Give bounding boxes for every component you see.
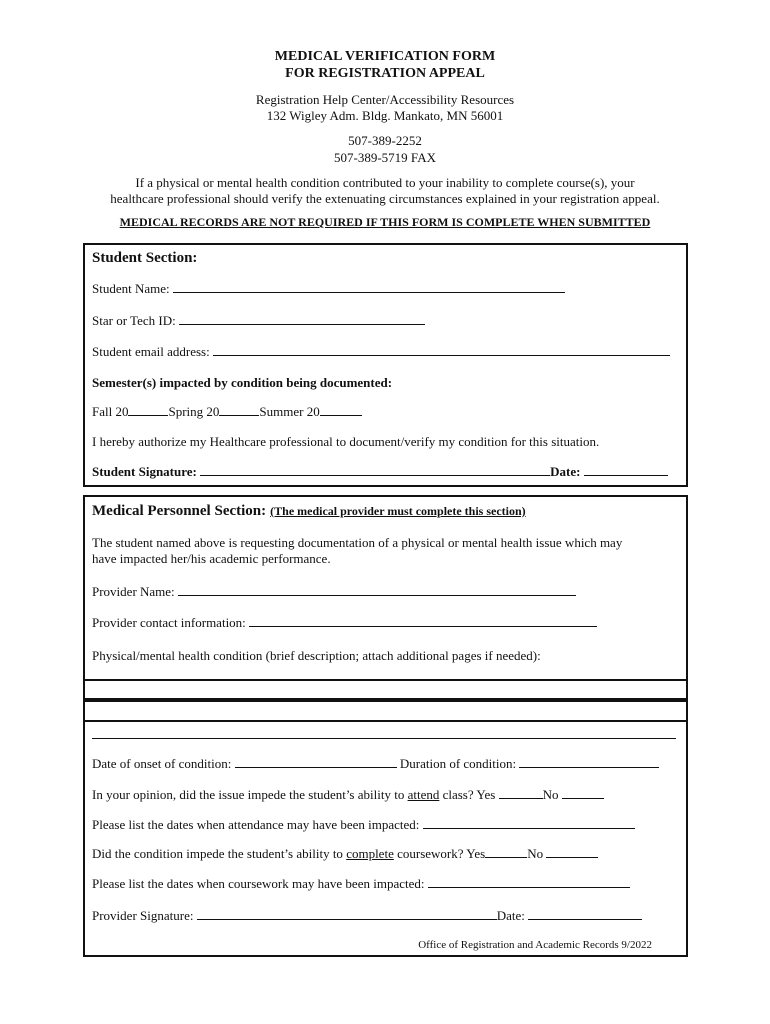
attend-yes-field[interactable] xyxy=(499,787,543,799)
student-section-title: Student Section: xyxy=(92,250,198,266)
medical-section-title: Medical Personnel Section: xyxy=(92,503,267,519)
form-title-line1: MEDICAL VERIFICATION FORM xyxy=(274,49,496,64)
student-signature-field[interactable] xyxy=(200,464,550,476)
medical-desc-line1: The student named above is requesting documentation of a physical or mental health issue which may xyxy=(92,535,623,550)
authorize-text: I hereby authorize my Healthcare professional to document/verify my condition for this situation. xyxy=(92,434,600,449)
student-name-row xyxy=(92,281,565,297)
student-email-row xyxy=(92,344,670,360)
attend-dates-field[interactable] xyxy=(423,817,635,829)
attend-dates-row xyxy=(92,817,635,833)
student-email-field[interactable] xyxy=(213,344,670,356)
office-address: 132 Wigley Adm. Bldg. Mankato, MN 56001 xyxy=(266,108,504,123)
condition-line-3[interactable] xyxy=(92,738,676,739)
complete-no-field[interactable] xyxy=(546,846,598,858)
medical-section xyxy=(83,495,688,957)
coursework-dates-field[interactable] xyxy=(428,876,630,888)
phone-number: 507-389-2252 xyxy=(348,133,422,148)
condition-label: Physical/mental health condition (brief description; attach additional pages if needed): xyxy=(92,648,541,663)
complete-no-label: No xyxy=(527,846,544,861)
condition-field-2[interactable] xyxy=(83,700,688,722)
provider-name-field[interactable] xyxy=(178,584,576,596)
student-id-field[interactable] xyxy=(179,313,425,325)
student-email-label: Student email address: xyxy=(92,344,210,359)
provider-name-row xyxy=(92,584,576,600)
condition-field-1[interactable] xyxy=(83,679,688,700)
intro-line2: healthcare professional should verify the extenuating circumstances explained in your registration appeal. xyxy=(110,191,660,206)
student-id-row xyxy=(92,313,425,329)
attend-question-pre: In your opinion, did the issue impede the student’s ability to xyxy=(92,787,405,802)
complete-question-word: complete xyxy=(346,846,394,861)
coursework-dates-row xyxy=(92,876,630,892)
student-section xyxy=(83,243,688,487)
attend-dates-label: Please list the dates when attendance may have been impacted: xyxy=(92,817,420,832)
onset-label: Date of onset of condition: xyxy=(92,756,232,771)
semester-heading: Semester(s) impacted by condition being documented: xyxy=(92,375,393,390)
complete-question-pre: Did the condition impede the student’s ability to xyxy=(92,846,343,861)
provider-signature-label: Provider Signature: xyxy=(92,908,194,923)
student-signature-label: Student Signature: xyxy=(92,464,197,479)
attend-no-label: No xyxy=(542,787,559,802)
complete-question-row xyxy=(92,846,598,862)
student-name-label: Student Name: xyxy=(92,281,170,296)
medical-section-note: (The medical provider must complete this section) xyxy=(270,504,526,518)
student-id-label: Star or Tech ID: xyxy=(92,313,176,328)
duration-field[interactable] xyxy=(519,756,659,768)
onset-field[interactable] xyxy=(235,756,397,768)
provider-contact-label: Provider contact information: xyxy=(92,615,246,630)
office-name: Registration Help Center/Accessibility Resources xyxy=(255,92,515,107)
form-title-line2: FOR REGISTRATION APPEAL xyxy=(285,66,485,81)
footer-text: Office of Registration and Academic Records 9/2022 xyxy=(418,939,652,951)
student-date-label: Date: xyxy=(550,464,581,479)
attend-no-field[interactable] xyxy=(562,787,604,799)
summer-label: Summer 20 xyxy=(259,404,320,419)
student-signature-row xyxy=(92,464,668,480)
fall-year-field[interactable] xyxy=(128,404,168,416)
spring-label: Spring 20 xyxy=(168,404,220,419)
medical-desc-line2: have impacted her/his academic performance. xyxy=(92,551,331,566)
provider-contact-field[interactable] xyxy=(249,615,597,627)
complete-yes-field[interactable] xyxy=(485,846,527,858)
onset-row xyxy=(92,756,659,772)
semester-row xyxy=(92,404,362,420)
attend-question-word: attend xyxy=(407,787,440,802)
provider-signature-row xyxy=(92,908,642,924)
duration-label: Duration of condition: xyxy=(399,756,517,771)
fax-number: 507-389-5719 FAX xyxy=(334,150,436,165)
coursework-dates-label: Please list the dates when coursework may have been impacted: xyxy=(92,876,425,891)
intro-line1: If a physical or mental health condition contributed to your inability to complete course(s), your xyxy=(135,175,635,190)
spring-year-field[interactable] xyxy=(219,404,259,416)
provider-name-label: Provider Name: xyxy=(92,584,175,599)
student-name-field[interactable] xyxy=(173,281,565,293)
provider-contact-row xyxy=(92,615,597,631)
attend-question-post: class? Yes xyxy=(442,787,496,802)
medical-section-header xyxy=(92,502,526,520)
fall-label: Fall 20 xyxy=(92,404,129,419)
complete-question-post: coursework? Yes xyxy=(397,846,486,861)
records-notice: MEDICAL RECORDS ARE NOT REQUIRED IF THIS FORM IS COMPLETE WHEN SUBMITTED xyxy=(119,215,651,229)
summer-year-field[interactable] xyxy=(320,404,362,416)
provider-signature-field[interactable] xyxy=(197,908,497,920)
student-date-field[interactable] xyxy=(584,464,668,476)
provider-date-field[interactable] xyxy=(528,908,642,920)
provider-date-label: Date: xyxy=(496,908,525,923)
attend-question-row xyxy=(92,787,604,803)
